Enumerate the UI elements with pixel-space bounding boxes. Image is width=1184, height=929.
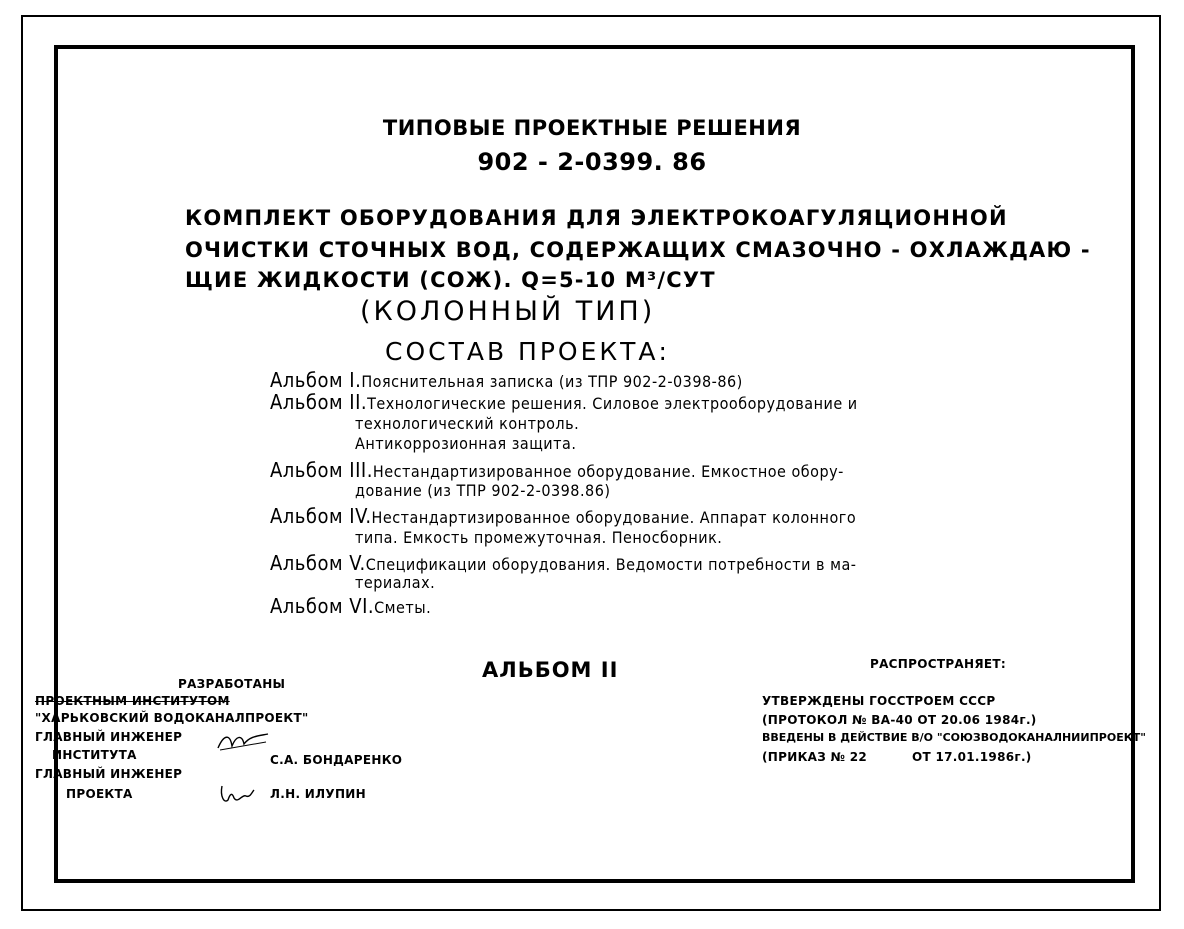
album-entry xyxy=(270,504,856,528)
chief-engineer-1-name: С.А. БОНДАРЕНКО xyxy=(270,753,403,767)
album-name: Альбом II. xyxy=(270,390,368,414)
approval-line-1: УТВЕРЖДЕНЫ ГОССТРОЕМ СССР xyxy=(762,694,996,708)
contents-heading: СОСТАВ ПРОЕКТА: xyxy=(385,337,670,366)
album-text: Пояснительная записка (из ТПР 902-2-0398-86) xyxy=(361,372,743,391)
current-album: АЛЬБОМ II xyxy=(482,658,619,682)
approval-line-2: (ПРОТОКОЛ № ВА-40 ОТ 20.06 1984г.) xyxy=(762,713,1037,727)
signature-1 xyxy=(214,728,272,758)
album-name: Альбом IV. xyxy=(270,504,372,528)
chief-engineer-1-line-2: ИНСТИТУТА xyxy=(52,748,137,762)
album-name: Альбом VI. xyxy=(270,594,375,618)
album-text: Спецификации оборудования. Ведомости потребности в ма- xyxy=(365,555,857,574)
album-text-cont: териалах. xyxy=(355,573,436,592)
approval-date: ОТ 17.01.1986г.) xyxy=(912,750,1032,764)
album-entry xyxy=(270,368,743,392)
institute-line-2: "ХАРЬКОВСКИЙ ВОДОКАНАЛПРОЕКТ" xyxy=(35,711,309,725)
album-name: Альбом I. xyxy=(270,368,362,392)
chief-engineer-2-line-1: ГЛАВНЫЙ ИНЖЕНЕР xyxy=(35,767,183,781)
header-line: ТИПОВЫЕ ПРОЕКТНЫЕ РЕШЕНИЯ xyxy=(382,116,802,140)
album-text-cont: Антикоррозионная защита. xyxy=(355,434,577,453)
album-entry xyxy=(270,551,856,575)
chief-engineer-1-line-1: ГЛАВНЫЙ ИНЖЕНЕР xyxy=(35,730,183,744)
title-line-1: КОМПЛЕКТ ОБОРУДОВАНИЯ ДЛЯ ЭЛЕКТРОКОАГУЛЯЦИОННОЙ xyxy=(185,206,1008,230)
album-text: Нестандартизированное оборудование. Аппарат колонного xyxy=(371,508,857,527)
approval-line-4: (ПРИКАЗ № 22 xyxy=(762,750,868,764)
institute-line-1: ПРОЕКТНЫМ ИНСТИТУТОМ xyxy=(35,694,230,708)
album-text-cont: дование (из ТПР 902-2-0398.86) xyxy=(355,481,611,500)
album-name: Альбом V. xyxy=(270,551,366,575)
chief-engineer-2-line-2: ПРОЕКТА xyxy=(66,787,133,801)
album-entry xyxy=(270,390,858,414)
album-text: Сметы. xyxy=(374,598,432,617)
album-text: Технологические решения. Силовое электрооборудование и xyxy=(367,394,858,413)
title-line-2: ОЧИСТКИ СТОЧНЫХ ВОД, СОДЕРЖАЩИХ СМАЗОЧНО - ОХЛАЖДАЮ - xyxy=(185,238,1091,262)
approval-line-3: ВВЕДЕНЫ В ДЕЙСТВИЕ В/О "СОЮЗВОДОКАНАЛНИИПРОЕКТ" xyxy=(762,731,1146,744)
album-text-cont: технологический контроль. xyxy=(355,414,580,433)
album-text-cont: типа. Емкость промежуточная. Пеносборник. xyxy=(355,528,723,547)
distribution-heading: РАСПРОСТРАНЯЕТ: xyxy=(870,657,1006,671)
album-name: Альбом III. xyxy=(270,458,373,482)
album-entry xyxy=(270,594,431,618)
chief-engineer-2-name: Л.Н. ИЛУПИН xyxy=(270,787,366,801)
project-number: 902 - 2-0399. 86 xyxy=(477,148,707,176)
title-line-3: ЩИЕ ЖИДКОСТИ (СОЖ). Q=5-10 М³/СУТ xyxy=(185,268,716,292)
type-line: (КОЛОННЫЙ ТИП) xyxy=(360,296,656,327)
developed-heading: РАЗРАБОТАНЫ xyxy=(178,677,286,691)
album-text: Нестандартизированное оборудование. Емкостное обору- xyxy=(372,462,844,481)
signature-2 xyxy=(218,782,258,808)
album-entry xyxy=(270,458,844,482)
